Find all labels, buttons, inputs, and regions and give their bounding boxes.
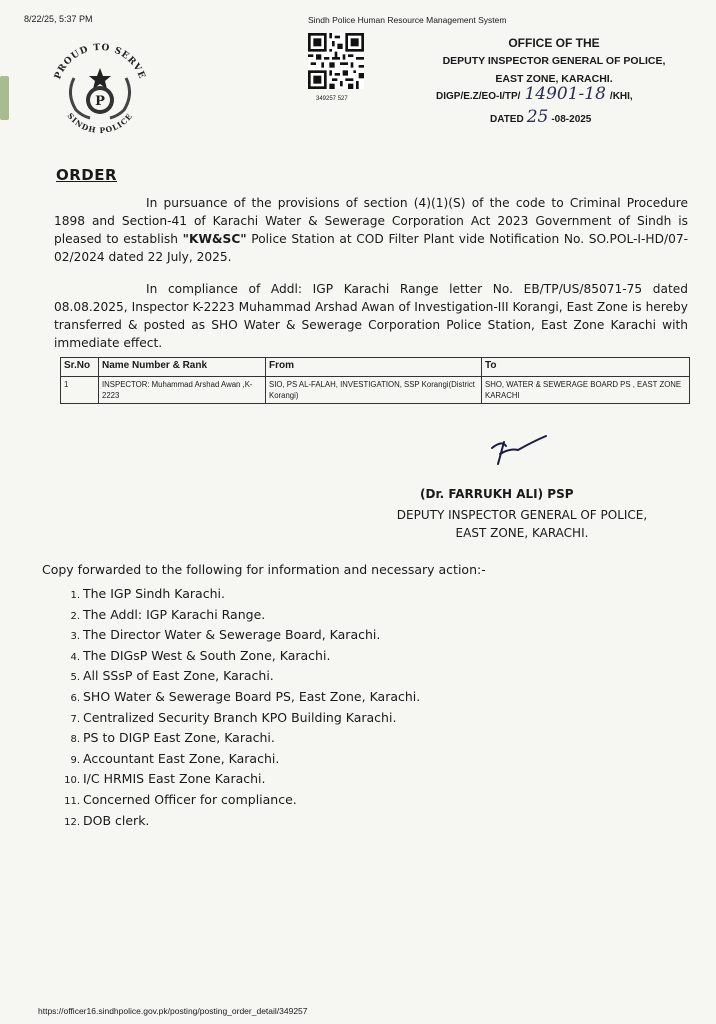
- signatory-title: [372, 506, 672, 542]
- list-item: [62, 708, 420, 729]
- list-item-text: DOB clerk.: [83, 812, 150, 828]
- signatory-title-line-1: DEPUTY INSPECTOR GENERAL OF POLICE,: [396, 508, 648, 522]
- list-item: [62, 605, 420, 626]
- paragraph-1-text-end: Police Station at COD Filter Plant vide Notification No. SO.POL-I-HD/07-02/2024 dated 22 July, 2025.: [54, 232, 688, 264]
- reference-number: [436, 84, 633, 104]
- cell-sr-no: 1: [61, 377, 99, 404]
- transfer-table: [60, 357, 690, 404]
- logo-motto: PROUD TO SERVE: [53, 42, 147, 81]
- list-item: [62, 811, 420, 832]
- office-line-1: OFFICE OF THE: [508, 36, 600, 50]
- reference-suffix: /KHI,: [609, 91, 633, 102]
- list-item-text: PS to DIGP East Zone, Karachi.: [83, 730, 275, 746]
- svg-text:SINDH POLICE: [65, 111, 134, 135]
- logo-org-name: SINDH POLICE: [65, 111, 135, 136]
- reference-handwritten-number: 14901-18: [524, 84, 606, 104]
- list-item-number: 10.: [64, 775, 80, 787]
- date-rest: -08-2025: [551, 114, 592, 125]
- cell-name: INSPECTOR: Muhammad Arshad Awan ,K-2223: [99, 377, 266, 404]
- list-item-number: 2.: [70, 610, 80, 622]
- table-header-row: [61, 358, 690, 377]
- list-item: [62, 584, 420, 605]
- cell-to: SHO, WATER & SEWERAGE BOARD PS , EAST ZONE KARACHI: [482, 377, 690, 404]
- qr-caption: 349257 527: [316, 96, 348, 102]
- list-item: [62, 687, 420, 708]
- list-item-text: The Addl: IGP Karachi Range.: [83, 606, 266, 622]
- qr-code: [308, 33, 364, 89]
- list-item: [62, 728, 420, 749]
- paragraph-1-text: In pursuance of the provisions of section (4)(1)(S) of the code to Criminal Procedure 1898 and Section-41 of Karachi Water & Sewerage Corporation Act 2023 Government of Sindh is pleased to establish: [54, 196, 688, 246]
- header-sr-no: Sr.No: [61, 358, 99, 377]
- logo-emblem-letter: P: [95, 94, 105, 109]
- order-heading: ORDER: [56, 166, 118, 184]
- issuing-office: [420, 34, 688, 88]
- list-item: [62, 769, 420, 790]
- list-item-number: 1.: [70, 590, 80, 601]
- list-item: [62, 749, 420, 770]
- list-item-text: The DIGsP West & South Zone, Karachi.: [83, 647, 331, 663]
- list-item-number: 6.: [70, 692, 80, 704]
- order-paragraph-2: In compliance of Addl: IGP Karachi Range letter No. EB/TP/US/85071-75 dated 08.08.2025, Inspector K-2223 Muhammad Arshad Awan of Investigation-III Korangi, East Zone is hereby transferred & posted as SHO Water & Sewerage Corporation Police Station, East Zone Karachi with immediate effect.: [54, 282, 688, 350]
- header-from: From: [266, 358, 482, 377]
- list-item-text: I/C HRMIS East Zone Karachi.: [83, 771, 266, 787]
- list-item-text: The IGP Sindh Karachi.: [83, 586, 225, 601]
- list-item-number: 9.: [70, 754, 80, 766]
- list-item-number: 12.: [64, 816, 80, 828]
- header-name: Name Number & Rank: [99, 358, 266, 377]
- paragraph-1-bold: "KW&SC": [182, 232, 247, 246]
- system-name: Sindh Police Human Resource Management System: [308, 15, 507, 25]
- scan-edge-mark: [0, 76, 9, 120]
- list-item: [62, 790, 420, 811]
- list-item-text: Centralized Security Branch KPO Building Karachi.: [83, 709, 397, 725]
- header-to: To: [482, 358, 690, 377]
- signature: [484, 434, 554, 474]
- footer-url[interactable]: https://officer16.sindhpolice.gov.pk/posting/posting_order_detail/349257: [38, 1006, 308, 1016]
- date-handwritten-day: 25: [526, 107, 549, 127]
- copy-list: [62, 584, 420, 831]
- list-item-number: 3.: [70, 631, 80, 643]
- office-line-2: DEPUTY INSPECTOR GENERAL OF POLICE,: [442, 55, 666, 67]
- list-item-number: 8.: [70, 734, 80, 746]
- list-item-text: Concerned Officer for compliance.: [83, 791, 297, 807]
- table-row: [61, 377, 690, 404]
- cell-from: SIO, PS AL-FALAH, INVESTIGATION, SSP Korangi(District Korangi): [266, 377, 482, 404]
- reference-prefix: DIGP/E.Z/EO-I/TP/: [436, 91, 521, 102]
- list-item-number: 7.: [70, 713, 80, 725]
- list-item-number: 11.: [64, 795, 80, 807]
- list-item-text: The Director Water & Sewerage Board, Karachi.: [83, 627, 381, 643]
- copy-forwarded-intro: Copy forwarded to the following for information and necessary action:-: [42, 562, 486, 577]
- list-item-text: All SSsP of East Zone, Karachi.: [83, 668, 274, 684]
- signatory-name: (Dr. FARRUKH ALI) PSP: [420, 487, 574, 501]
- office-line-3: EAST ZONE, KARACHI.: [495, 73, 613, 85]
- list-item-text: Accountant East Zone, Karachi.: [83, 750, 280, 766]
- list-item-text: SHO Water & Sewerage Board PS, East Zone, Karachi.: [83, 688, 421, 704]
- date-label: DATED: [490, 114, 524, 125]
- list-item-number: 4.: [70, 651, 80, 663]
- list-item: [62, 625, 420, 646]
- list-item-number: 5.: [70, 672, 80, 684]
- sindh-police-logo: [44, 34, 156, 138]
- list-item: [62, 646, 420, 667]
- print-timestamp: 8/22/25, 5:37 PM: [24, 14, 93, 24]
- signatory-title-line-2: EAST ZONE, KARACHI.: [455, 526, 589, 540]
- order-date: [490, 107, 591, 127]
- list-item: [62, 666, 420, 687]
- order-paragraph-1: [54, 194, 688, 266]
